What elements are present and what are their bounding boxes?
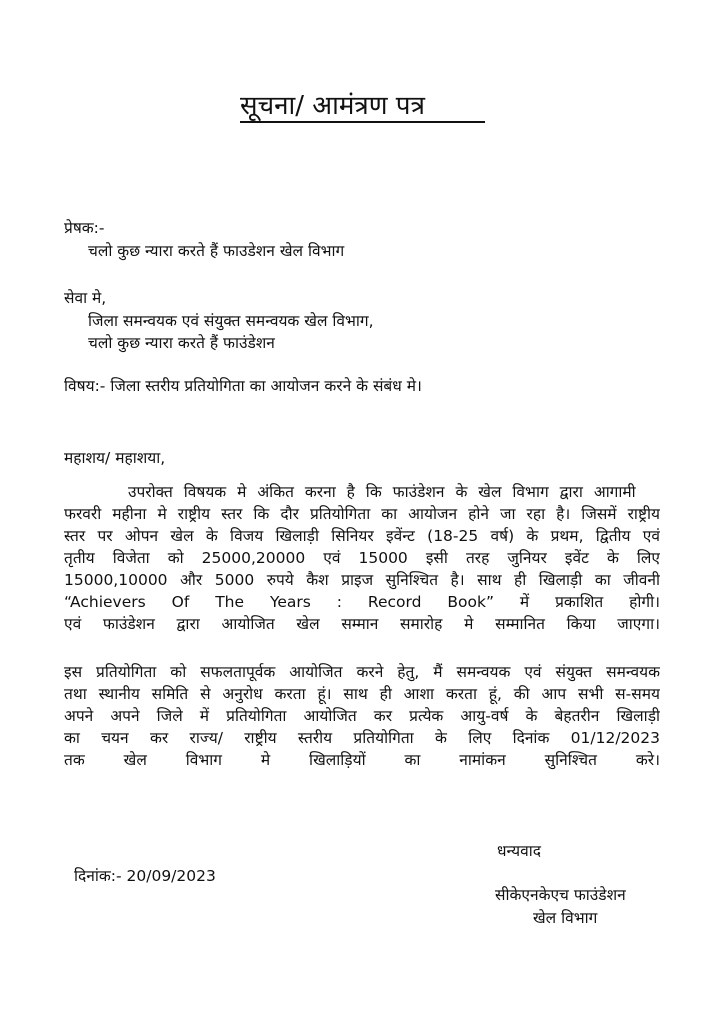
letter-date: दिनांक:- 20/09/2023 [74, 867, 216, 885]
thanks-text: धन्यवाद [497, 842, 541, 860]
subject-line: विषय:- जिला स्तरीय प्रतियोगिता का आयोजन करने के संबंध मे। [64, 377, 422, 395]
paragraph-1-line: “Achievers Of The Years : Record Book” में प्रकाशित होगी। [64, 593, 660, 611]
title-underline [240, 121, 485, 123]
paragraph-2-line: इस प्रतियोगिता को सफलतापूर्वक आयोजित करने हेतु, मैं समन्वयक एवं संयुक्त समन्वयक [64, 663, 660, 681]
salutation: महाशय/ महाशया, [64, 449, 166, 467]
signature-dept: खेल विभाग [533, 909, 598, 927]
paragraph-2-line: का चयन कर राज्य/ राष्ट्रीय स्तरीय प्रतियोगिता के लिए दिनांक 01/12/2023 [64, 729, 660, 747]
recipient-label: सेवा मे, [64, 289, 107, 307]
paragraph-1-line: स्तर पर ओपन खेल के विजय खिलाड़ी सिनियर इवेंन्ट (18-25 वर्ष) के प्रथम, द्वितीय एवं [64, 527, 660, 545]
recipient-line-1: जिला समन्वयक एवं संयुक्त समन्वयक खेल विभाग, [88, 312, 374, 330]
recipient-line-2: चलो कुछ न्यारा करते हैं फाउंडेशन [88, 334, 275, 352]
paragraph-1-line: फरवरी महीना मे राष्ट्रीय स्तर कि दौर प्रतियोगिता का आयोजन होने जा रहा है। जिसमें राष्ट्रीय [64, 505, 660, 523]
page-title: सूचना/ आमंत्रण पत्र [240, 91, 425, 121]
paragraph-1-line: तृतीय विजेता को 25000,20000 एवं 15000 इसी तरह जुनियर इवेंट के लिए [64, 549, 660, 567]
paragraph-2-line: तथा स्थानीय समिति से अनुरोध करता हूं। साथ ही आशा करता हूं, की आप सभी स-समय [64, 685, 660, 703]
paragraph-1-line: उपरोक्त विषयक मे अंकित करना है कि फाउंडेशन के खेल विभाग द्वारा आगामी [128, 483, 636, 501]
paragraph-2-line: अपने अपने जिले में प्रतियोगिता आयोजित कर प्रत्येक आयु-वर्ष के बेहतरीन खिलाड़ी [64, 707, 660, 725]
paragraph-1 [64, 481, 660, 635]
signature-org: सीकेएनकेएच फाउंडेशन [495, 886, 626, 904]
paragraph-1-line: 15000,10000 और 5000 रुपये कैश प्राइज सुनिश्चित है। साथ ही खिलाड़ी का जीवनी [64, 571, 660, 589]
paragraph-2 [64, 661, 660, 771]
paragraph-1-line: एवं फाउंडेशन द्वारा आयोजित खेल सम्मान समारोह मे सम्मानित किया जाएगा। [64, 615, 660, 633]
paragraph-2-line: तक खेल विभाग मे खिलाड़ियों का नामांकन सुनिश्चित करे। [64, 751, 660, 769]
sender-name: चलो कुछ न्यारा करते हैं फाउडेशन खेल विभाग [88, 242, 345, 260]
sender-label: प्रेषक:- [64, 219, 105, 237]
